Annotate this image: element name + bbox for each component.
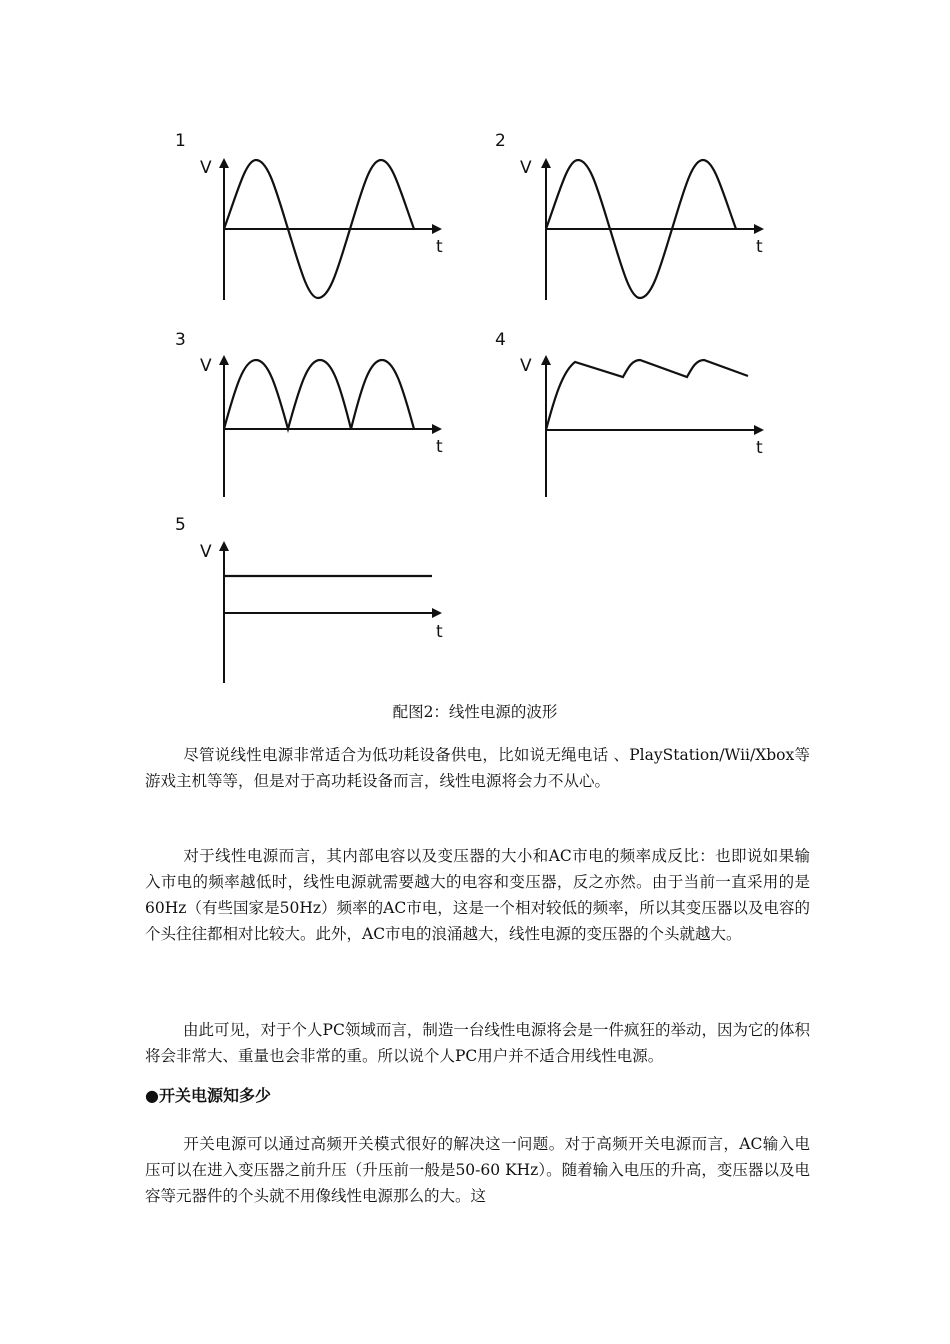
section-heading: ●开关电源知多少 <box>145 1086 271 1105</box>
paragraph-4 <box>145 1131 810 1209</box>
plot-3-v-label: V <box>200 356 212 376</box>
plot-4-waveform <box>546 360 748 430</box>
plot-2-number: 2 <box>495 131 506 151</box>
figure-caption: 配图2：线性电源的波形 <box>392 703 558 721</box>
plot-4-t-label: t <box>756 438 763 458</box>
plot-1 <box>175 131 443 300</box>
plot-2 <box>495 131 763 300</box>
paragraph-3-text: 由此可见，对于个人PC领域而言，制造一台线性电源将会是一件疯狂的举动，因为它的体积将会非常大、重量也会非常的重。所以说个人PC用户并不适合用线性电源。 <box>145 1021 810 1065</box>
plot-3-number: 3 <box>175 330 186 350</box>
plot-3-waveform <box>224 360 414 429</box>
plot-2-v-label: V <box>520 158 532 178</box>
plot-2-t-label: t <box>756 237 763 257</box>
plot-4-v-label: V <box>520 356 532 376</box>
paragraph-2-text: 对于线性电源而言，其内部电容以及变压器的大小和AC市电的频率成反比：也即说如果输入市电的频率越低时，线性电源就需要越大的电容和变压器，反之亦然。由于当前一直采用的是60Hz（有些国家是50Hz）频率的AC市电，这是一个相对较低的频率，所以其变压器以及电容的个头往往都相对比较大。此外，AC市电的浪涌越大，线性电源的变压器的个头就越大。 <box>145 847 810 943</box>
paragraph-1 <box>145 742 810 794</box>
paragraph-1-text: 尽管说线性电源非常适合为低功耗设备供电，比如说无绳电话 、PlayStation/Wii/Xbox等游戏主机等等，但是对于高功耗设备而言，线性电源将会力不从心。 <box>145 746 810 790</box>
plot-1-v-label: V <box>200 158 212 178</box>
plot-3-t-label: t <box>436 437 443 457</box>
plot-5-t-label: t <box>436 622 443 642</box>
plot-5-v-label: V <box>200 542 212 562</box>
paragraph-3 <box>145 1017 810 1069</box>
plot-1-number: 1 <box>175 131 186 151</box>
plot-1-t-label: t <box>436 237 443 257</box>
plot-3 <box>175 330 443 497</box>
plot-4 <box>495 330 763 497</box>
paragraph-2 <box>145 843 810 947</box>
plot-5-number: 5 <box>175 515 186 535</box>
plot-4-number: 4 <box>495 330 506 350</box>
paragraph-4-text: 开关电源可以通过高频开关模式很好的解决这一问题。对于高频开关电源而言，AC输入电压可以在进入变压器之前升压（升压前一般是50-60 KHz）。随着输入电压的升高，变压器以及电容等元器件的个头就不用像线性电源那么的大。这 <box>145 1135 810 1205</box>
plot-5 <box>175 515 443 683</box>
